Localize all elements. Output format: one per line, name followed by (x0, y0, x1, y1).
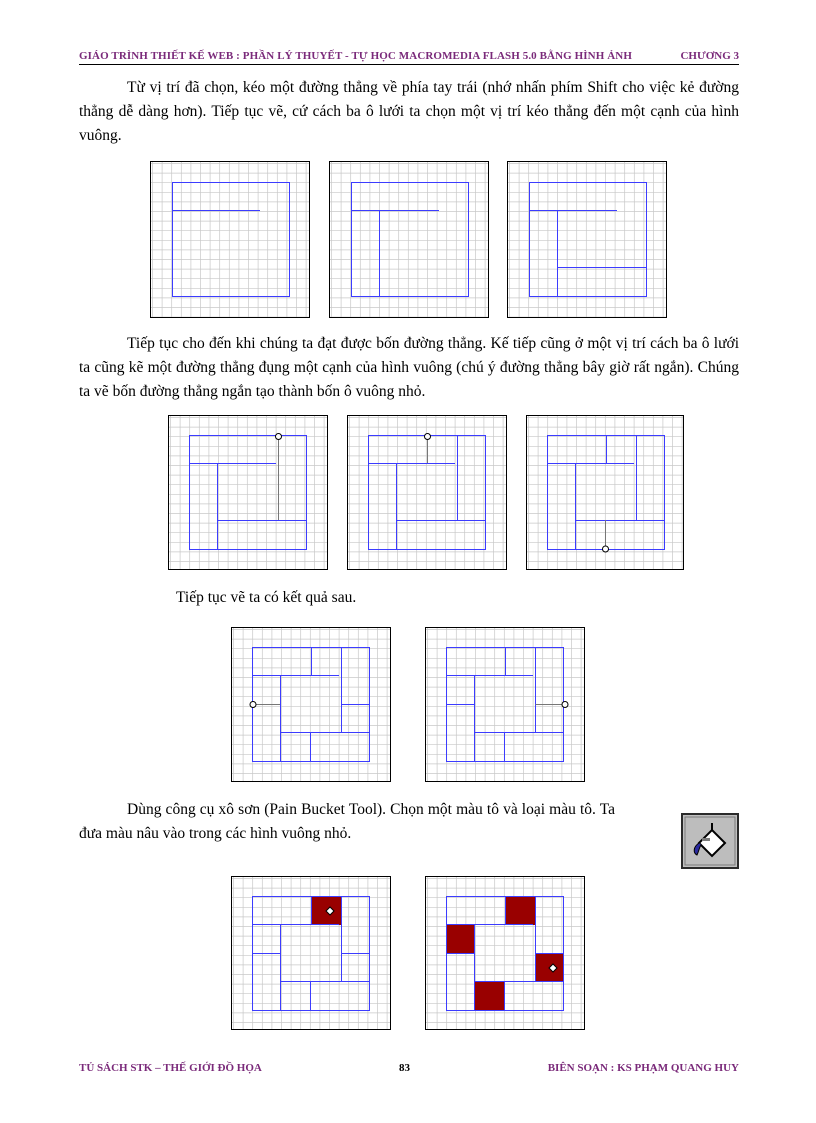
drag-handle-icon (425, 434, 431, 440)
figure-step-4b (425, 876, 585, 1030)
figure-step-4a (231, 876, 391, 1030)
drag-handle-icon (603, 546, 609, 552)
paragraph-1: Từ vị trí đã chọn, kéo một đường thẳng về phía tay trái (nhớ nhấn phím Shift cho việc kẻ đường thẳng dễ dàng hơn). Tiếp tục vẽ, cứ cách ba ô lưới ta chọn một vị trí kéo thẳng đến một cạnh của hình vuông. (79, 79, 739, 144)
figure-step-2a (168, 415, 328, 570)
figure-step-3a (231, 627, 391, 782)
figure-step-1a (150, 161, 310, 318)
page-number: 83 (399, 1062, 410, 1074)
paragraph-2: Tiếp tục cho đến khi chúng ta đạt được bốn đường thẳng. Kế tiếp cũng ở một vị trí cách ba ô lưới ta cũng kẽ một đường thẳng đụng một cạnh của hình vuông (chú ý đường thẳng bây giờ rất ngắn). Chúng ta vẽ bốn đường thẳng ngắn tạo thành bốn ô vuông nhỏ. (79, 335, 739, 400)
footer-left: TỦ SÁCH STK – THẾ GIỚI ĐỒ HỌA (79, 1062, 262, 1074)
paragraph-3: Tiếp tục vẽ ta có kết quả sau. (176, 589, 357, 606)
figure-step-1b (329, 161, 489, 318)
footer-right: BIÊN SOẠN : KS PHẠM QUANG HUY (547, 1062, 739, 1074)
paint-bucket-tool-button[interactable] (681, 813, 739, 869)
page-footer (79, 1062, 739, 1078)
header-title: GIÁO TRÌNH THIẾT KẾ WEB : PHẦN LÝ THUYẾT - TỰ HỌC MACROMEDIA FLASH 5.0 BẰNG HÌNH ẢNH (79, 50, 632, 62)
paint-bucket-icon (681, 813, 739, 869)
figure-step-1c (507, 161, 667, 318)
drag-handle-icon (276, 434, 282, 440)
figure-step-3b (425, 627, 585, 782)
figure-step-2b (347, 415, 507, 570)
header-chapter: CHƯƠNG 3 (680, 50, 739, 62)
page-header (79, 46, 739, 65)
drag-handle-icon (250, 702, 256, 708)
drag-handle-icon (562, 702, 568, 708)
figure-step-2c (526, 415, 684, 570)
paragraph-4: Dùng công cụ xô sơn (Pain Bucket Tool). Chọn một màu tô và loại màu tô. Ta đưa màu nâu vào trong các hình vuông nhỏ. (79, 801, 615, 842)
